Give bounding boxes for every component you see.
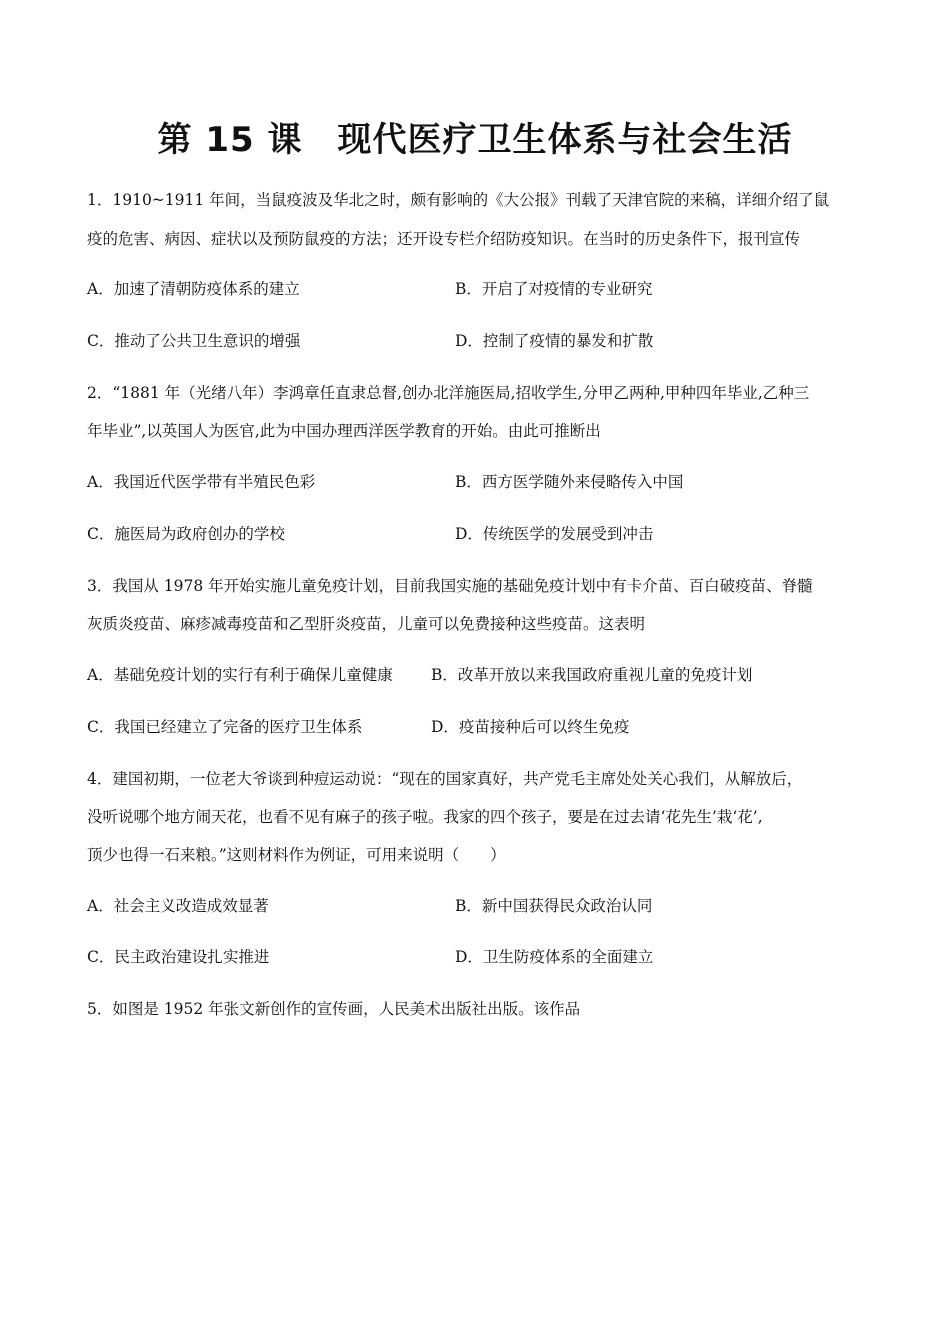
question-4-option-a: A．社会主义改造成效显著 [87,897,269,915]
question-4-option-d: D．卫生防疫体系的全面建立 [455,948,654,966]
question-3-line-1: 3．我国从 1978 年开始实施儿童免疫计划，目前我国实施的基础免疫计划中有卡介苗、百白破疫苗、脊髓 [87,577,813,595]
question-4-line-2: 没听说哪个地方闹天花，也看不见有麻子的孩子啦。我家的四个孩子，要是在过去请‘花先生’栽‘花’, [87,808,763,826]
question-1-option-c: C．推动了公共卫生意识的增强 [87,332,301,350]
question-3-line-2: 灰质炎疫苗、麻疹减毒疫苗和乙型肝炎疫苗，儿童可以免费接种这些疫苗。这表明 [87,615,646,633]
question-4-option-c: C．民主政治建设扎实推进 [87,948,270,966]
page-title: 第 15 课 现代医疗卫生体系与社会生活 [157,120,793,160]
question-2-option-b: B．西方医学随外来侵略传入中国 [455,473,684,491]
question-1-option-a: A．加速了清朝防疫体系的建立 [87,280,300,298]
question-3-option-b: B．改革开放以来我国政府重视儿童的免疫计划 [431,666,753,684]
question-5-line-1: 5．如图是 1952 年张文新创作的宣传画，人民美术出版社出版。该作品 [87,1000,581,1018]
question-4-option-b: B．新中国获得民众政治认同 [455,897,653,915]
question-2-option-a: A．我国近代医学带有半殖民色彩 [87,473,316,491]
question-3-option-c: C．我国已经建立了完备的医疗卫生体系 [87,718,363,736]
question-2-line-2: 年毕业”,以英国人为医官,此为中国办理西洋医学教育的开始。由此可推断出 [87,422,601,440]
question-4-line-1: 4．建国初期，一位老大爷谈到种痘运动说：“现在的国家真好，共产党毛主席处处关心我们，从解放后， [87,770,803,788]
question-1-line-1: 1．1910~1911 年间，当鼠疫波及华北之时，颇有影响的《大公报》刊载了天津官院的来稿，详细介绍了鼠 [87,191,830,209]
question-3-option-a: A．基础免疫计划的实行有利于确保儿童健康 [87,666,393,684]
question-3-option-d: D．疫苗接种后可以终生免疫 [431,718,630,736]
question-2-line-1: 2．“1881 年（光绪八年）李鸿章任直隶总督,创办北洋施医局,招收学生,分甲乙两种,甲种四年毕业,乙种三 [87,384,810,402]
question-1-option-b: B．开启了对疫情的专业研究 [455,280,653,298]
question-1-line-2: 疫的危害、病因、症状以及预防鼠疫的方法；还开设专栏介绍防疫知识。在当时的历史条件下，报刊宣传 [87,230,801,248]
question-1-option-d: D．控制了疫情的暴发和扩散 [455,332,654,350]
question-2-option-d: D．传统医学的发展受到冲击 [455,525,654,543]
question-4-line-3: 顶少也得一石来粮。”这则材料作为例证，可用来说明（ ） [87,846,506,864]
question-2-option-c: C．施医局为政府创办的学校 [87,525,285,543]
